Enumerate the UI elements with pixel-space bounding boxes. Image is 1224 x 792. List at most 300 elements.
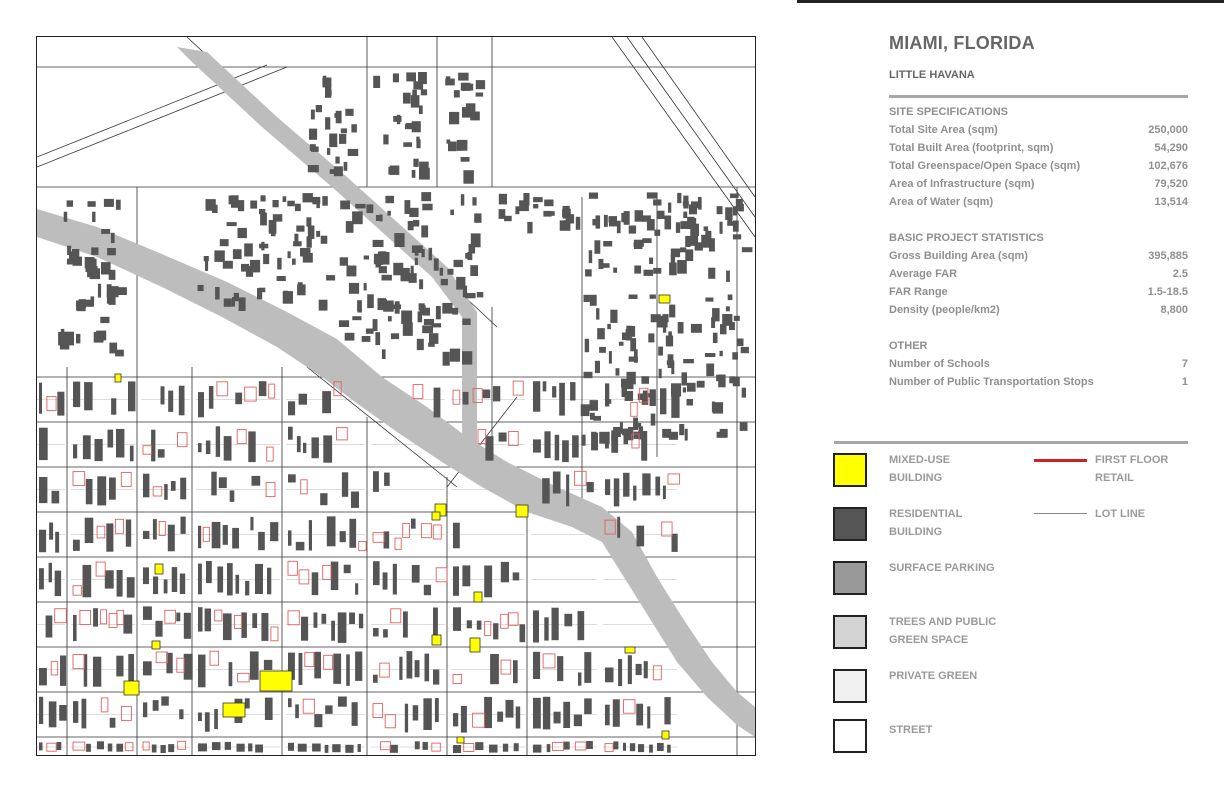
residential-building (86, 300, 93, 307)
retail-outline (323, 565, 331, 579)
other-stat-label: Number of Public Transportation Stops (889, 376, 1094, 388)
residential-building (595, 361, 600, 373)
residential-building (418, 311, 423, 322)
residential-building (644, 661, 648, 678)
residential-building (462, 319, 470, 326)
residential-building (180, 574, 185, 595)
residential-building (501, 562, 509, 582)
residential-building (224, 436, 232, 461)
residential-building (450, 210, 454, 216)
retail-outline (464, 744, 474, 752)
residential-building (340, 201, 350, 210)
site-map[interactable] (36, 36, 756, 756)
residential-building (440, 268, 444, 276)
residential-building (513, 660, 518, 683)
residential-building (729, 376, 735, 383)
residential-building (647, 706, 650, 728)
residential-building (184, 654, 193, 680)
residential-building (527, 222, 532, 234)
residential-building (493, 386, 500, 401)
residential-building (55, 532, 59, 553)
retail-outline (605, 744, 613, 752)
residential-building (116, 429, 124, 458)
residential-building (73, 540, 80, 551)
residential-building (393, 73, 399, 82)
residential-building (362, 336, 371, 342)
residential-building (143, 567, 149, 584)
retail-outline (267, 447, 274, 461)
residential-building (366, 204, 373, 213)
residential-building (434, 388, 441, 418)
residential-building (476, 93, 484, 97)
residential-building (649, 745, 653, 753)
site-spec-value: 13,514 (1154, 196, 1188, 208)
residential-building (373, 675, 378, 683)
residential-building (453, 566, 459, 595)
residential-building (357, 300, 362, 311)
residential-building (86, 268, 92, 272)
residential-building (293, 241, 302, 246)
residential-building (109, 270, 116, 280)
retail-outline (115, 519, 123, 533)
residential-building (128, 381, 135, 411)
legend-label-private-green: PRIVATE GREEN (889, 670, 978, 682)
retail-outline (337, 428, 348, 440)
residential-building (499, 194, 507, 205)
residential-building (340, 257, 348, 265)
residential-building (338, 697, 347, 707)
residential-building (232, 297, 235, 307)
residential-building (477, 292, 484, 297)
residential-building (204, 256, 209, 261)
project-stat-value: 1.5-18.5 (1147, 286, 1188, 298)
residential-building (586, 741, 593, 749)
residential-building (168, 391, 173, 412)
residential-building (340, 531, 346, 542)
residential-building (657, 316, 667, 328)
retail-outline (485, 622, 491, 636)
retail-outline (96, 562, 105, 576)
residential-building (653, 268, 661, 274)
residential-building (316, 105, 322, 112)
residential-building (499, 433, 507, 442)
residential-building (585, 339, 589, 352)
residential-building (345, 745, 353, 753)
residential-building (625, 391, 634, 401)
residential-building (111, 233, 115, 243)
residential-building (143, 531, 149, 539)
residential-building (636, 704, 643, 726)
residential-building (552, 386, 556, 397)
residential-building (471, 233, 481, 247)
residential-building (666, 336, 673, 347)
residential-building (212, 742, 221, 750)
mixed-use-building (432, 635, 441, 645)
residential-building (314, 652, 321, 679)
residential-building (277, 276, 286, 281)
residential-building (128, 654, 134, 685)
residential-building (742, 247, 753, 252)
residential-building (323, 435, 332, 462)
residential-building (634, 240, 643, 249)
residential-building (613, 268, 617, 273)
residential-building (533, 610, 539, 642)
mixed-use-building (260, 671, 292, 691)
retail-outline (73, 472, 85, 486)
residential-building (713, 333, 718, 343)
retail-outline (501, 614, 508, 628)
project-stat-label: Average FAR (889, 268, 958, 280)
residential-building (172, 567, 178, 592)
retail-outline (433, 525, 441, 539)
residential-building (493, 623, 498, 639)
residential-building (742, 388, 746, 398)
retail-outline (552, 742, 563, 750)
residential-building (239, 297, 246, 311)
residential-building (689, 204, 697, 214)
mixed-use-building (152, 641, 160, 649)
residential-building (506, 700, 514, 718)
residential-building (265, 698, 273, 720)
residential-building (123, 615, 132, 634)
residential-building (475, 742, 483, 750)
residential-building (411, 519, 416, 529)
site-specifications-rows (889, 121, 1188, 211)
residential-building (100, 317, 109, 323)
residential-building (574, 715, 582, 727)
residential-building (198, 526, 201, 548)
residential-building (397, 115, 400, 124)
residential-building (341, 128, 347, 133)
residential-building (355, 652, 362, 681)
residential-building (384, 473, 390, 486)
residential-building (463, 392, 469, 405)
residential-building (206, 199, 216, 211)
residential-building (613, 699, 620, 727)
residential-building (570, 382, 575, 400)
mixed-use-building (659, 295, 670, 303)
residential-building (107, 248, 116, 255)
residential-building (57, 392, 64, 416)
residential-building (126, 520, 131, 547)
legend-label-mixed-use: MIXED-USE BUILDING (889, 454, 951, 484)
retail-outline (395, 538, 401, 549)
retail-outline (391, 609, 401, 623)
residential-building (629, 295, 638, 300)
project-stat-value: 2.5 (1172, 268, 1188, 280)
residential-building (417, 339, 424, 350)
retail-outline (305, 653, 314, 667)
residential-building (198, 564, 202, 595)
residential-building (523, 193, 529, 205)
residential-building (605, 479, 610, 495)
residential-building (683, 212, 687, 218)
residential-building (642, 238, 651, 243)
residential-building (576, 217, 581, 230)
retail-outline (413, 385, 423, 399)
residential-building (533, 652, 540, 679)
residential-building (168, 744, 174, 752)
residential-building (223, 261, 233, 269)
mixed-use-building (115, 374, 121, 382)
residential-building (179, 386, 185, 416)
retail-outline (473, 713, 485, 727)
other-stat-value: 1 (1181, 376, 1188, 388)
residential-building (164, 484, 168, 500)
residential-building (378, 299, 387, 310)
residential-building (297, 436, 301, 452)
residential-building (403, 611, 408, 637)
residential-building (255, 564, 263, 594)
residential-building (352, 316, 361, 320)
residential-building (91, 247, 98, 255)
residential-building (325, 705, 332, 714)
residential-building (593, 416, 601, 421)
residential-building (454, 90, 460, 97)
residential-building (346, 221, 354, 233)
residential-building (623, 743, 626, 751)
residential-building (720, 351, 723, 356)
residential-building (515, 206, 519, 214)
residential-building (421, 89, 427, 95)
site-spec-row (889, 139, 1188, 157)
mixed-use-building (470, 638, 480, 652)
residential-building (67, 259, 75, 265)
retail-outline (121, 472, 131, 486)
residential-building (39, 477, 47, 503)
residential-building (355, 583, 358, 594)
retail-outline (380, 663, 390, 677)
residential-building (633, 418, 638, 430)
retail-outline (238, 673, 250, 682)
residential-building (485, 436, 493, 461)
residential-building (423, 308, 430, 316)
residential-building (205, 609, 211, 632)
residential-building (316, 231, 320, 237)
residential-building (176, 613, 180, 622)
residential-building (84, 382, 93, 410)
residential-building (127, 577, 135, 597)
residential-building (729, 322, 735, 330)
residential-building (299, 653, 303, 685)
retail-outline (299, 570, 309, 584)
mixed-use-building (223, 703, 245, 717)
residential-building (73, 382, 80, 408)
mixed-use-building (457, 737, 464, 743)
site-spec-row (889, 157, 1188, 175)
residential-building (245, 698, 250, 708)
residential-building (237, 744, 245, 752)
residential-building (296, 226, 304, 232)
site-spec-label: Area of Water (sqm) (889, 196, 994, 208)
residential-building (230, 490, 235, 502)
residential-building (584, 652, 591, 683)
retail-outline (513, 381, 523, 395)
retail-outline (165, 610, 176, 623)
residential-building (484, 566, 492, 598)
residential-building (657, 211, 665, 219)
retail-outline (509, 432, 519, 446)
other-rows (889, 355, 1188, 391)
residential-building (39, 568, 44, 589)
residential-building (39, 697, 43, 724)
retail-outline (97, 526, 105, 538)
mixed-use-building (625, 647, 635, 653)
residential-building (379, 215, 382, 222)
residential-building (671, 383, 681, 396)
residential-building (164, 580, 168, 594)
residential-building (321, 236, 328, 244)
residential-building (245, 581, 249, 596)
project-stat-label: FAR Range (889, 286, 948, 298)
retail-outline (509, 613, 519, 626)
residential-building (331, 562, 339, 591)
retail-outline (501, 660, 511, 674)
residential-building (691, 324, 702, 333)
residential-building (627, 378, 634, 389)
residential-building (198, 743, 207, 751)
residential-building (484, 697, 492, 728)
residential-building (533, 745, 541, 753)
residential-building (651, 414, 656, 426)
mixed-use-building (662, 731, 669, 739)
site-spec-label: Total Site Area (sqm) (889, 124, 998, 136)
residential-building (533, 439, 541, 452)
residential-building (406, 123, 413, 127)
legend-swatch-residential (833, 507, 867, 541)
retail-outline (177, 658, 184, 672)
residential-building (288, 530, 292, 545)
residential-building (419, 168, 430, 180)
residential-building (557, 656, 563, 681)
residential-building (314, 714, 322, 727)
residential-building (303, 253, 313, 263)
legend-line-retail (1034, 459, 1087, 462)
residential-building (446, 76, 451, 83)
site-specifications-title: SITE SPECIFICATIONS (889, 106, 1008, 118)
residential-building (408, 221, 414, 230)
residential-building (411, 95, 420, 108)
retail-outline (453, 390, 460, 404)
retail-outline (662, 522, 672, 536)
residential-building (423, 698, 431, 730)
residential-building (393, 263, 403, 276)
residential-building (344, 565, 351, 574)
residential-building (581, 435, 585, 446)
residential-building (223, 525, 228, 545)
residential-building (449, 112, 459, 124)
residential-building (322, 614, 327, 624)
residential-building (319, 300, 328, 311)
residential-building (614, 478, 620, 506)
residential-building (513, 572, 520, 580)
residential-building (657, 743, 664, 751)
residential-building (474, 213, 481, 222)
residential-building (706, 364, 714, 377)
site-spec-label: Total Greenspace/Open Space (sqm) (889, 160, 1081, 172)
residential-building (682, 372, 688, 385)
residential-building (347, 266, 357, 277)
residential-building (88, 201, 96, 207)
residential-building (463, 286, 467, 298)
residential-building (650, 389, 656, 406)
retail-outline (373, 533, 384, 543)
project-stat-row (889, 247, 1188, 265)
retail-outline (631, 402, 638, 416)
residential-building (542, 478, 550, 503)
retail-outline (178, 741, 186, 749)
residential-building (728, 295, 733, 301)
site-spec-value: 250,000 (1148, 124, 1188, 136)
residential-building (355, 204, 365, 209)
site-spec-row (889, 175, 1188, 193)
residential-building (603, 241, 612, 247)
residential-building (453, 607, 461, 631)
residential-building (79, 299, 87, 308)
retail-outline (373, 704, 383, 718)
residential-building (348, 149, 359, 156)
residential-building (39, 530, 46, 553)
retail-outline (101, 698, 108, 712)
residential-building (554, 712, 561, 724)
residential-building (352, 702, 358, 726)
residential-building (403, 142, 412, 147)
residential-building (462, 565, 470, 586)
residential-building (669, 432, 678, 440)
residential-building (296, 542, 305, 551)
residential-building (346, 654, 350, 686)
residential-building (161, 386, 165, 404)
residential-building (403, 322, 413, 336)
residential-building (379, 266, 387, 273)
residential-building (373, 76, 380, 88)
residential-building (288, 743, 294, 751)
residential-building (415, 660, 420, 677)
residential-building (436, 306, 441, 319)
residential-building (718, 375, 725, 388)
residential-building (454, 260, 463, 267)
residential-building (39, 668, 47, 685)
residential-building (590, 400, 599, 411)
residential-building (730, 194, 739, 199)
residential-building (683, 201, 689, 206)
residential-building (373, 319, 378, 331)
residential-building (349, 283, 359, 294)
residential-building (618, 659, 622, 686)
residential-building (584, 372, 593, 378)
retail-outline (453, 675, 462, 684)
residential-building (425, 654, 430, 682)
residential-building (83, 435, 91, 459)
residential-building (432, 323, 442, 327)
mixed-use-building (432, 512, 440, 520)
residential-building (215, 287, 220, 300)
residential-building (224, 299, 232, 307)
residential-building (654, 230, 660, 236)
residential-building (409, 208, 418, 217)
residential-building (610, 310, 617, 323)
residential-building (533, 204, 538, 208)
legend-label-retail: FIRST FLOOR RETAIL (1095, 454, 1169, 484)
residential-building (483, 390, 491, 399)
residential-building (92, 212, 95, 222)
residential-building (117, 570, 123, 597)
retail-outline (73, 742, 85, 750)
residential-building (596, 308, 599, 319)
retail-outline (156, 652, 167, 663)
residential-building (419, 105, 423, 114)
retail-outline (143, 446, 151, 455)
